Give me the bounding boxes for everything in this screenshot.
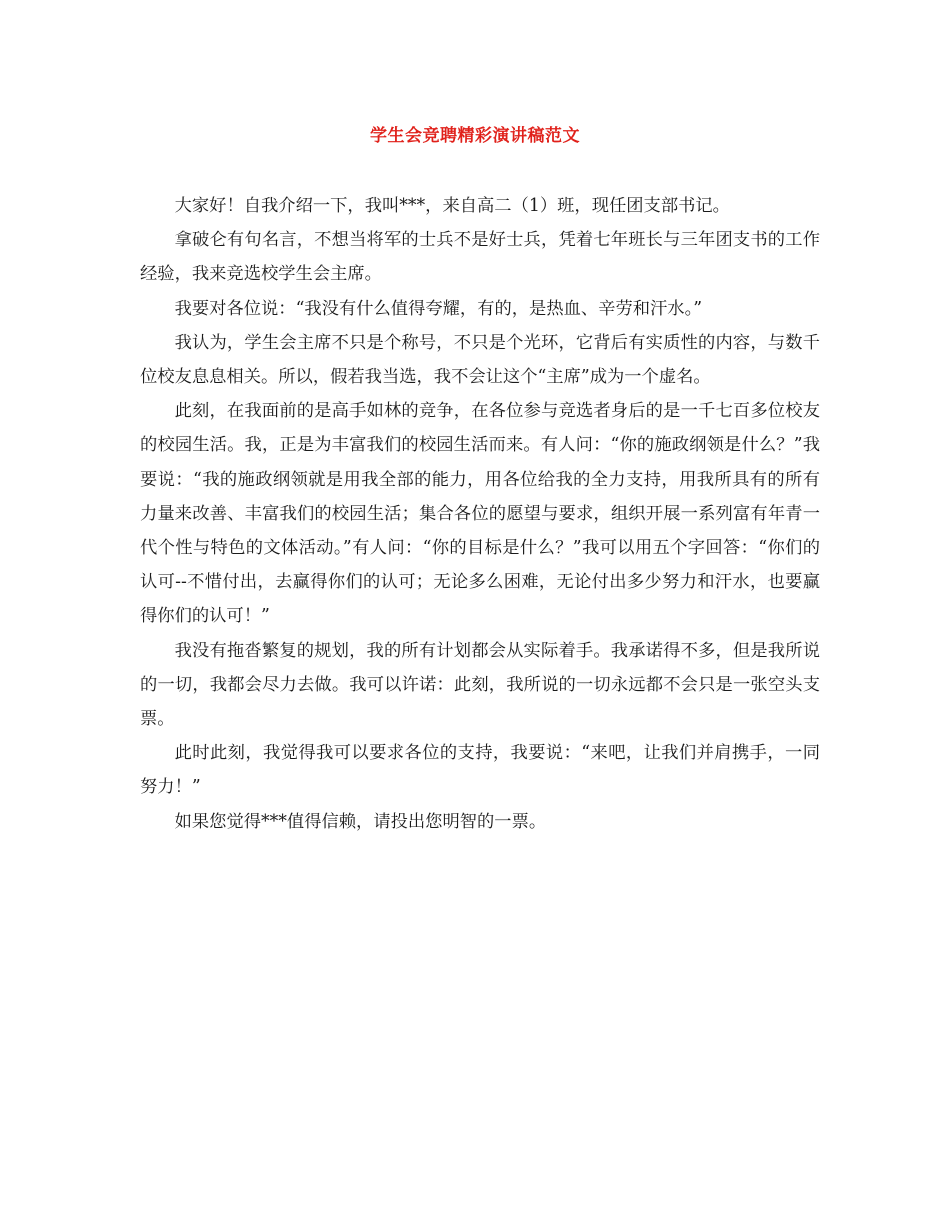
paragraph-role-view: 我认为，学生会主席不只是个称号，不只是个光环，它背后有实质性的内容，与数千位校友息息相关。所以，假若我当选，我不会让这个“主席”成为一个虚名。 bbox=[140, 332, 820, 388]
paragraph-appeal: 此时此刻，我觉得我可以要求各位的支持，我要说：“来吧，让我们并肩携手，一同努力！” bbox=[140, 743, 820, 798]
document-title: 学生会竞聘精彩演讲稿范文 bbox=[370, 126, 580, 146]
document-body bbox=[140, 189, 820, 839]
paragraph-greeting: 大家好！自我介绍一下，我叫***，来自高二（1）班，现任团支部书记。 bbox=[174, 196, 730, 216]
paragraph-promise: 我没有拖沓繁复的规划，我的所有计划都会从实际着手。我承诺得不多，但是我所说的一切，我都会尽力去做。我可以许诺：此刻，我所说的一切永远都不会只是一张空头支票。 bbox=[140, 640, 820, 730]
paragraph-statement: 我要对各位说：“我没有什么值得夸耀，有的，是热血、辛劳和汗水。” bbox=[174, 298, 703, 319]
paragraph-platform: 此刻，在我面前的是高手如林的竞争，在各位参与竞选者身后的是一千七百多位校友的校园生活。我，正是为丰富我们的校园生活而来。有人问：“你的施政纲领是什么？”我要说：“我的施政纲领就是用我全部的能力，用各位给我的全力支持，用我所具有的所有力量来改善、丰富我们的校园生活；集合各位的愿望与要求，组织开展一系列富有年青一代个性与特色的文体活动。”有人问：“你的目标是什么？”我可以用五个字回答：“你们的认可--不惜付出，去赢得你们的认可；无论多么困难，无论付出多少努力和汗水，也要赢得你们的认可！” bbox=[140, 401, 820, 627]
paragraph-motivation: 拿破仑有句名言，不想当将军的士兵不是好士兵，凭着七年班长与三年团支书的工作经验，我来竞选校学生会主席。 bbox=[140, 230, 820, 285]
paragraph-closing: 如果您觉得***值得信赖，请投出您明智的一票。 bbox=[174, 811, 547, 832]
